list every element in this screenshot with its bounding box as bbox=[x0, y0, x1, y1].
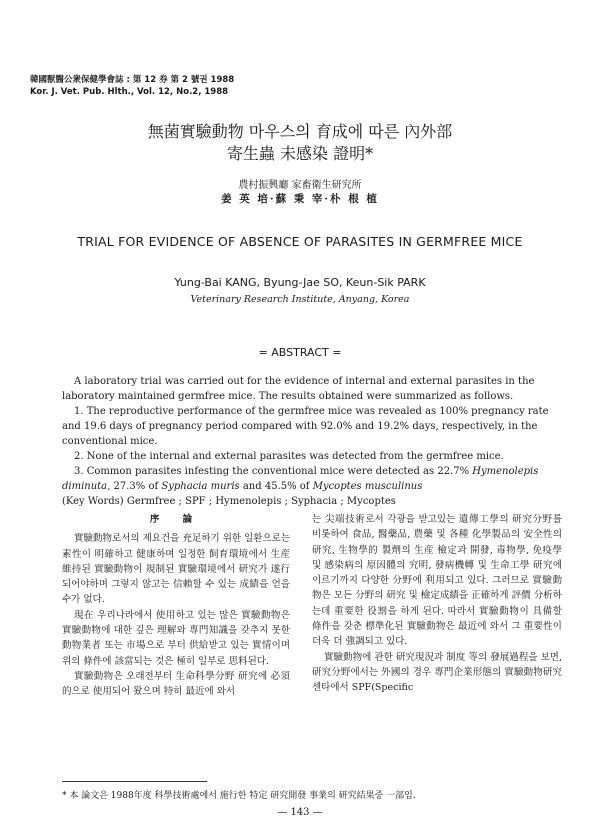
keywords-label: (Key Words) bbox=[62, 496, 124, 507]
abstract-item-3-text: 3. Common parasites infesting the conventional mice were detected as 22.7% bbox=[74, 466, 470, 477]
body-right-column bbox=[312, 512, 562, 696]
species-mycoptes: Mycoptes musculinus bbox=[312, 481, 423, 492]
abstract-intro: A laboratory trial was carried out for the evidence of internal and external parasites in the laboratory maintained germfree mice. The results obtained were summarized as follows. bbox=[62, 376, 535, 402]
footnote: * 本 論文은 1988年度 科學技術處에서 施行한 特定 研究開發 事業의 研究結果중 一部임. bbox=[62, 791, 416, 801]
page-number: — 143 — bbox=[277, 807, 323, 818]
abstract-item-3-text-2: 27.3% of bbox=[113, 481, 159, 492]
journal-line-ko: 韓國獸醫公衆保健學會誌 : 第 12 券 第 2 號권 1988 bbox=[30, 75, 235, 85]
abstract-item-1: 1. The reproductive performance of the germfree mice was revealed as 100% pregnancy rate and 19.6 days of pregnancy period compared with 92.0% and 19.2% days, respectively, in the conventional mice. bbox=[62, 406, 549, 447]
abstract-item-2: 2. None of the internal and external parasites was detected from the germfree mice. bbox=[74, 451, 504, 462]
authors-english: Yung-Bai KANG, Byung-Jae SO, Keun-Sik PARK bbox=[174, 276, 426, 289]
title-korean-line2: 寄生蟲 未感染 證明* bbox=[226, 144, 374, 163]
body-paragraph: 現在 우리나라에서 使用하고 있는 많은 實驗動物은 實驗動物에 대한 깊은 理解와 專門知識을 갖추지 못한 動物業者 또는 市場으로 부터 供給받고 있는 實情이며 위의 條件에 該當되는 것은 極히 일부로 思料된다. bbox=[62, 609, 290, 667]
title-english: TRIAL FOR EVIDENCE OF ABSENCE OF PARASITES IN GERMFREE MICE bbox=[77, 234, 523, 249]
body-paragraph: 實驗動物에 관한 研究現況과 制度 等의 發展過程을 보면, 研究分野에서는 外國의 경우 專門企業形態의 實驗動物研究센타에서 SPF(Specific bbox=[312, 651, 562, 694]
abstract-heading: = ABSTRACT = bbox=[258, 346, 342, 359]
keywords bbox=[62, 494, 560, 509]
keywords-list: Germfree ; SPF ; Hymenolepis ; Syphacia ; Mycoptes bbox=[126, 496, 396, 507]
authors-korean: 姜 英 培·蘇 秉 宰·朴 根 植 bbox=[221, 193, 379, 205]
footnote-divider bbox=[62, 781, 207, 782]
affiliation-korean: 農村振興廳 家畜衛生研究所 bbox=[238, 180, 362, 191]
body-paragraph: 實驗動物은 오래전부터 生命科學分野 研究에 必須的으로 使用되어 왔으며 特히 最近에 와서 bbox=[62, 670, 290, 698]
abstract-item-3-text-3: and 45.5% of bbox=[242, 481, 310, 492]
journal-line-en: Kor. J. Vet. Pub. Hlth., Vol. 12, No.2, 1988 bbox=[30, 87, 229, 97]
body-paragraph: 實驗動物로서의 제요건을 充足하기 위한 일환으로는 素性이 明確하고 健康하며 일정한 飼育環境에서 生産 維持된 實驗動物이 規制된 實驗環境에서 研究가 遂行되어야하며 그렇지 않고는 信賴할 수 있는 成績을 얻을 수가 없다. bbox=[62, 533, 290, 606]
affiliation-english: Veterinary Research Institute, Anyang, Korea bbox=[190, 294, 410, 305]
species-hymenolepis: Hymenolepis diminuta, bbox=[62, 466, 539, 492]
title-korean-line1: 無菌實驗動物 마우스의 育成에 따른 內外部 bbox=[147, 122, 453, 141]
journal-header bbox=[30, 74, 234, 98]
body-paragraph: 는 尖端技術로서 각광을 받고있는 遺傳工學의 研究分野를 비롯하여 食品, 醫藥品, 農藥 및 各種 化學製品의 安全性의 研究, 生物學的 製劑의 生産 檢定과 開發, 毒物學, 免疫學 및 感染病의 原因體의 究明, 發病機轉 및 生命工學 研究에 이르기까지 다양한 分野에 利用되고 있다. 그러므로 實驗動物은 모든 分野의 研究 및 檢定成績을 正確하게 評價 分析하는데 重要한 役割을 하게 된다. 따라서 實驗動物이 具備할 條件을 갖춘 標準化된 實驗動物은 最近에 와서 그 重要性이 더욱 더 強調되고 있다. bbox=[312, 514, 562, 648]
section-title-introduction: 序 論 bbox=[149, 514, 203, 525]
species-syphacia: Syphacia muris bbox=[161, 481, 240, 492]
abstract-item-3 bbox=[62, 464, 560, 494]
body-left-column bbox=[62, 512, 290, 700]
